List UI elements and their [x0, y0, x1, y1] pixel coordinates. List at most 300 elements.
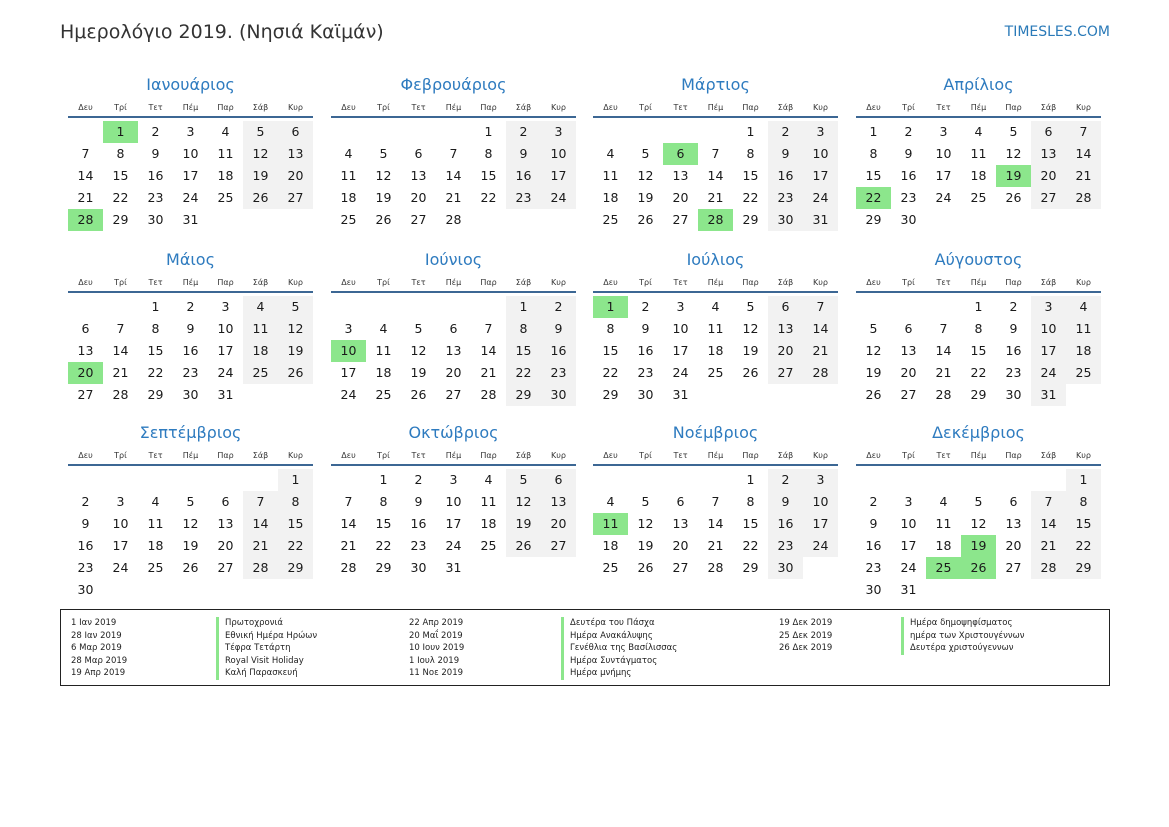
day-cell[interactable]: 1 — [974, 299, 983, 314]
day-cell[interactable]: 21 — [707, 190, 724, 205]
day-cell[interactable]: 2 — [541, 296, 576, 318]
day-cell[interactable]: 2 — [641, 299, 650, 314]
day-cell[interactable]: 3 — [221, 299, 230, 314]
day-cell[interactable]: 25 — [707, 365, 724, 380]
day-cell[interactable]: 17 — [112, 538, 129, 553]
day-cell[interactable]: 7 — [1031, 491, 1066, 513]
day-cell[interactable]: 1 — [746, 472, 755, 487]
day-cell[interactable]: 23 — [410, 538, 427, 553]
day-cell[interactable]: 19 — [742, 343, 759, 358]
day-cell[interactable]: 14 — [1066, 143, 1101, 165]
day-cell[interactable]: 23 — [77, 560, 94, 575]
day-cell[interactable]: 20 — [278, 165, 313, 187]
day-cell[interactable]: 25 — [147, 560, 164, 575]
day-cell[interactable]: 19 — [278, 340, 313, 362]
day-cell[interactable]: 28 — [480, 387, 497, 402]
day-cell[interactable]: 22 — [375, 538, 392, 553]
day-cell[interactable]: 1 — [869, 124, 878, 139]
day-cell[interactable]: 30 — [1005, 387, 1022, 402]
day-cell[interactable]: 3 — [803, 469, 838, 491]
day-cell[interactable]: 14 — [445, 168, 462, 183]
day-cell[interactable]: 24 — [340, 387, 357, 402]
day-cell[interactable]: 13 — [900, 343, 917, 358]
day-cell[interactable]: 24 — [445, 538, 462, 553]
day-cell[interactable]: 23 — [768, 535, 803, 557]
day-cell[interactable]: 10 — [935, 146, 952, 161]
day-cell[interactable]: 2 — [506, 121, 541, 143]
day-cell[interactable]: 19 — [375, 190, 392, 205]
day-cell[interactable]: 16 — [900, 168, 917, 183]
day-cell[interactable]: 13 — [541, 491, 576, 513]
day-cell[interactable]: 23 — [541, 362, 576, 384]
day-cell[interactable]: 17 — [340, 365, 357, 380]
day-cell[interactable]: 20 — [541, 513, 576, 535]
day-cell[interactable]: 2 — [768, 469, 803, 491]
day-cell[interactable]: 18 — [147, 538, 164, 553]
day-cell[interactable]: 9 — [904, 146, 913, 161]
day-cell[interactable]: 22 — [147, 365, 164, 380]
day-cell[interactable]: 29 — [112, 212, 129, 227]
day-cell[interactable]: 27 — [1005, 560, 1022, 575]
day-cell[interactable]: 21 — [340, 538, 357, 553]
day-cell[interactable]: 2 — [414, 472, 423, 487]
day-cell[interactable]: 11 — [935, 516, 952, 531]
day-cell[interactable]: 4 — [379, 321, 388, 336]
day-cell[interactable]: 1 — [278, 469, 313, 491]
day-cell[interactable]: 23 — [865, 560, 882, 575]
day-cell[interactable]: 10 — [445, 494, 462, 509]
day-cell[interactable]: 30 — [637, 387, 654, 402]
day-cell[interactable]: 16 — [768, 513, 803, 535]
day-cell[interactable]: 23 — [182, 365, 199, 380]
day-cell[interactable]: 16 — [410, 516, 427, 531]
day-cell[interactable]: 6 — [1009, 494, 1018, 509]
day-cell[interactable]: 9 — [186, 321, 195, 336]
day-cell[interactable]: 17 — [1031, 340, 1066, 362]
day-cell[interactable]: 15 — [480, 168, 497, 183]
day-cell[interactable]: 7 — [711, 146, 720, 161]
day-cell[interactable]: 22 — [742, 538, 759, 553]
day-cell[interactable]: 11 — [217, 146, 234, 161]
day-cell[interactable]: 8 — [484, 146, 493, 161]
day-cell[interactable]: 13 — [77, 343, 94, 358]
day-cell[interactable]: 14 — [935, 343, 952, 358]
day-cell[interactable]: 13 — [1005, 516, 1022, 531]
day-cell[interactable]: 5 — [414, 321, 423, 336]
day-cell[interactable]: 6 — [449, 321, 458, 336]
day-cell[interactable]: 27 — [278, 187, 313, 209]
day-cell[interactable]: 16 — [865, 538, 882, 553]
day-cell[interactable]: 26 — [506, 535, 541, 557]
day-cell[interactable]: 19 — [637, 538, 654, 553]
day-cell[interactable]: 22 — [742, 190, 759, 205]
day-cell[interactable]: 15 — [147, 343, 164, 358]
day-cell[interactable]: 16 — [506, 165, 541, 187]
day-cell[interactable]: 9 — [541, 318, 576, 340]
day-cell[interactable]: 6 — [541, 469, 576, 491]
day-cell[interactable]: 30 — [541, 384, 576, 406]
day-cell[interactable]: 26 — [243, 187, 278, 209]
day-cell[interactable]: 5 — [506, 469, 541, 491]
day-cell[interactable]: 15 — [375, 516, 392, 531]
day-cell[interactable]: 11 — [375, 343, 392, 358]
day-cell[interactable]: 28 — [445, 212, 462, 227]
day-cell[interactable]: 18 — [480, 516, 497, 531]
day-cell[interactable]: 6 — [278, 121, 313, 143]
day-cell[interactable]: 31 — [182, 212, 199, 227]
day-cell[interactable]: 26 — [865, 387, 882, 402]
day-cell[interactable]: 3 — [939, 124, 948, 139]
day-cell[interactable]: 27 — [410, 212, 427, 227]
day-cell[interactable]: 27 — [541, 535, 576, 557]
day-cell[interactable]: 3 — [904, 494, 913, 509]
day-cell[interactable]: 8 — [278, 491, 313, 513]
day-cell[interactable]: 12 — [375, 168, 392, 183]
day-cell[interactable]: 21 — [707, 538, 724, 553]
day-cell[interactable]: 29 — [865, 212, 882, 227]
day-cell[interactable]: 21 — [1066, 165, 1101, 187]
day-cell[interactable]: 15 — [278, 513, 313, 535]
day-cell[interactable]: 6 — [904, 321, 913, 336]
day-cell[interactable]: 8 — [746, 494, 755, 509]
day-cell[interactable]: 4 — [484, 472, 493, 487]
day-cell[interactable]: 29 — [602, 387, 619, 402]
day-cell[interactable]: 13 — [672, 516, 689, 531]
day-cell[interactable]: 27 — [900, 387, 917, 402]
day-cell[interactable]: 15 — [112, 168, 129, 183]
day-cell[interactable]: 3 — [676, 299, 685, 314]
day-cell[interactable]: 8 — [974, 321, 983, 336]
day-cell[interactable]: 28 — [707, 560, 724, 575]
day-cell[interactable]: 25 — [602, 560, 619, 575]
day-cell[interactable]: 30 — [865, 582, 882, 597]
day-cell[interactable]: 8 — [116, 146, 125, 161]
day-cell[interactable]: 8 — [1066, 491, 1101, 513]
day-cell[interactable]: 10 — [1031, 318, 1066, 340]
day-cell[interactable]: 26 — [637, 560, 654, 575]
day-cell[interactable]: 19 — [410, 365, 427, 380]
day-cell[interactable]: 20 — [900, 365, 917, 380]
day-cell[interactable]: 28 — [803, 362, 838, 384]
day-cell[interactable]: 13 — [410, 168, 427, 183]
day-cell[interactable]: 12 — [742, 321, 759, 336]
day-cell[interactable]: 12 — [278, 318, 313, 340]
day-cell[interactable]: 6 — [221, 494, 230, 509]
day-cell[interactable]: 6 — [81, 321, 90, 336]
day-cell[interactable]: 18 — [375, 365, 392, 380]
day-cell[interactable]: 30 — [768, 209, 803, 231]
day-cell[interactable]: 20 — [410, 190, 427, 205]
day-cell[interactable]: 22 — [602, 365, 619, 380]
day-cell[interactable]: 11 — [243, 318, 278, 340]
day-cell[interactable]: 9 — [81, 516, 90, 531]
day-cell[interactable]: 14 — [803, 318, 838, 340]
day-cell[interactable]: 12 — [637, 168, 654, 183]
day-cell[interactable]: 26 — [278, 362, 313, 384]
day-cell[interactable]: 15 — [506, 340, 541, 362]
day-cell[interactable]: 9 — [768, 491, 803, 513]
day-cell[interactable]: 21 — [480, 365, 497, 380]
day-cell[interactable]: 1 — [379, 472, 388, 487]
day-cell[interactable]: 17 — [182, 168, 199, 183]
day-cell[interactable]: 18 — [243, 340, 278, 362]
day-cell[interactable]: 22 — [112, 190, 129, 205]
day-cell[interactable]: 5 — [974, 494, 983, 509]
day-cell[interactable]: 11 — [480, 494, 497, 509]
day-cell[interactable]: 14 — [1031, 513, 1066, 535]
day-cell[interactable]: 25 — [602, 212, 619, 227]
day-cell[interactable]: 15 — [970, 343, 987, 358]
day-cell[interactable]: 10 — [541, 143, 576, 165]
day-cell[interactable]: 12 — [410, 343, 427, 358]
day-cell[interactable]: 25 — [970, 190, 987, 205]
day-cell[interactable]: 24 — [672, 365, 689, 380]
day-cell[interactable]: 5 — [641, 146, 650, 161]
day-cell[interactable]: 13 — [768, 318, 803, 340]
day-cell[interactable]: 24 — [935, 190, 952, 205]
day-cell[interactable]: 3 — [541, 121, 576, 143]
day-cell[interactable]: 23 — [1005, 365, 1022, 380]
day-cell[interactable]: 4 — [344, 146, 353, 161]
day-cell[interactable]: 5 — [379, 146, 388, 161]
day-cell[interactable]: 5 — [186, 494, 195, 509]
day-cell[interactable]: 9 — [641, 321, 650, 336]
day-cell[interactable]: 24 — [900, 560, 917, 575]
day-cell[interactable]: 11 — [1066, 318, 1101, 340]
day-cell[interactable]: 23 — [147, 190, 164, 205]
day-cell[interactable]: 5 — [641, 494, 650, 509]
day-cell[interactable]: 27 — [1031, 187, 1066, 209]
holiday-day-cell[interactable]: 25 — [926, 557, 961, 579]
day-cell[interactable]: 17 — [900, 538, 917, 553]
day-cell[interactable]: 23 — [506, 187, 541, 209]
day-cell[interactable]: 29 — [742, 212, 759, 227]
day-cell[interactable]: 7 — [1066, 121, 1101, 143]
day-cell[interactable]: 8 — [506, 318, 541, 340]
day-cell[interactable]: 27 — [672, 560, 689, 575]
day-cell[interactable]: 20 — [1005, 538, 1022, 553]
day-cell[interactable]: 7 — [116, 321, 125, 336]
holiday-day-cell[interactable]: 1 — [103, 121, 138, 143]
day-cell[interactable]: 2 — [768, 121, 803, 143]
day-cell[interactable]: 17 — [217, 343, 234, 358]
day-cell[interactable]: 25 — [340, 212, 357, 227]
day-cell[interactable]: 24 — [803, 187, 838, 209]
day-cell[interactable]: 18 — [217, 168, 234, 183]
day-cell[interactable]: 10 — [803, 491, 838, 513]
day-cell[interactable]: 22 — [970, 365, 987, 380]
day-cell[interactable]: 18 — [970, 168, 987, 183]
day-cell[interactable]: 19 — [865, 365, 882, 380]
day-cell[interactable]: 16 — [77, 538, 94, 553]
day-cell[interactable]: 16 — [768, 165, 803, 187]
day-cell[interactable]: 15 — [865, 168, 882, 183]
day-cell[interactable]: 29 — [278, 557, 313, 579]
day-cell[interactable]: 7 — [711, 494, 720, 509]
day-cell[interactable]: 7 — [81, 146, 90, 161]
day-cell[interactable]: 25 — [217, 190, 234, 205]
day-cell[interactable]: 17 — [672, 343, 689, 358]
day-cell[interactable]: 1 — [484, 124, 493, 139]
day-cell[interactable]: 30 — [182, 387, 199, 402]
day-cell[interactable]: 16 — [147, 168, 164, 183]
day-cell[interactable]: 5 — [746, 299, 755, 314]
day-cell[interactable]: 25 — [480, 538, 497, 553]
day-cell[interactable]: 26 — [375, 212, 392, 227]
day-cell[interactable]: 12 — [865, 343, 882, 358]
holiday-day-cell[interactable]: 28 — [68, 209, 103, 231]
day-cell[interactable]: 29 — [970, 387, 987, 402]
holiday-day-cell[interactable]: 10 — [331, 340, 366, 362]
day-cell[interactable]: 30 — [147, 212, 164, 227]
day-cell[interactable]: 22 — [506, 362, 541, 384]
day-cell[interactable]: 18 — [602, 190, 619, 205]
day-cell[interactable]: 21 — [1031, 535, 1066, 557]
day-cell[interactable]: 23 — [768, 187, 803, 209]
day-cell[interactable]: 20 — [672, 190, 689, 205]
day-cell[interactable]: 15 — [1066, 513, 1101, 535]
day-cell[interactable]: 19 — [637, 190, 654, 205]
day-cell[interactable]: 26 — [742, 365, 759, 380]
day-cell[interactable]: 13 — [217, 516, 234, 531]
day-cell[interactable]: 2 — [869, 494, 878, 509]
day-cell[interactable]: 14 — [243, 513, 278, 535]
day-cell[interactable]: 22 — [480, 190, 497, 205]
day-cell[interactable]: 16 — [541, 340, 576, 362]
day-cell[interactable]: 11 — [147, 516, 164, 531]
day-cell[interactable]: 14 — [77, 168, 94, 183]
day-cell[interactable]: 23 — [900, 190, 917, 205]
day-cell[interactable]: 15 — [742, 516, 759, 531]
day-cell[interactable]: 24 — [217, 365, 234, 380]
holiday-day-cell[interactable]: 19 — [996, 165, 1031, 187]
site-link[interactable]: TIMESLES.COM — [1004, 24, 1110, 40]
day-cell[interactable]: 30 — [768, 557, 803, 579]
day-cell[interactable]: 6 — [1031, 121, 1066, 143]
day-cell[interactable]: 21 — [243, 535, 278, 557]
holiday-day-cell[interactable]: 6 — [663, 143, 698, 165]
day-cell[interactable]: 12 — [182, 516, 199, 531]
day-cell[interactable]: 17 — [541, 165, 576, 187]
day-cell[interactable]: 27 — [445, 387, 462, 402]
day-cell[interactable]: 28 — [112, 387, 129, 402]
day-cell[interactable]: 4 — [711, 299, 720, 314]
day-cell[interactable]: 18 — [602, 538, 619, 553]
day-cell[interactable]: 8 — [151, 321, 160, 336]
day-cell[interactable]: 2 — [904, 124, 913, 139]
day-cell[interactable]: 7 — [344, 494, 353, 509]
day-cell[interactable]: 27 — [768, 362, 803, 384]
day-cell[interactable]: 1 — [1066, 469, 1101, 491]
day-cell[interactable]: 18 — [935, 538, 952, 553]
holiday-day-cell[interactable]: 22 — [856, 187, 891, 209]
day-cell[interactable]: 8 — [379, 494, 388, 509]
day-cell[interactable]: 24 — [182, 190, 199, 205]
day-cell[interactable]: 12 — [506, 491, 541, 513]
day-cell[interactable]: 28 — [243, 557, 278, 579]
day-cell[interactable]: 26 — [1005, 190, 1022, 205]
day-cell[interactable]: 9 — [869, 516, 878, 531]
day-cell[interactable]: 12 — [637, 516, 654, 531]
day-cell[interactable]: 23 — [637, 365, 654, 380]
day-cell[interactable]: 27 — [672, 212, 689, 227]
holiday-day-cell[interactable]: 20 — [68, 362, 103, 384]
day-cell[interactable]: 2 — [81, 494, 90, 509]
day-cell[interactable]: 10 — [182, 146, 199, 161]
day-cell[interactable]: 28 — [340, 560, 357, 575]
day-cell[interactable]: 2 — [151, 124, 160, 139]
day-cell[interactable]: 28 — [935, 387, 952, 402]
holiday-day-cell[interactable]: 28 — [698, 209, 733, 231]
day-cell[interactable]: 11 — [340, 168, 357, 183]
day-cell[interactable]: 13 — [672, 168, 689, 183]
day-cell[interactable]: 10 — [803, 143, 838, 165]
day-cell[interactable]: 4 — [606, 494, 615, 509]
day-cell[interactable]: 7 — [243, 491, 278, 513]
day-cell[interactable]: 10 — [112, 516, 129, 531]
day-cell[interactable]: 9 — [1009, 321, 1018, 336]
day-cell[interactable]: 21 — [935, 365, 952, 380]
day-cell[interactable]: 8 — [606, 321, 615, 336]
day-cell[interactable]: 25 — [1066, 362, 1101, 384]
day-cell[interactable]: 24 — [541, 187, 576, 209]
day-cell[interactable]: 20 — [768, 340, 803, 362]
day-cell[interactable]: 31 — [900, 582, 917, 597]
day-cell[interactable]: 29 — [742, 560, 759, 575]
day-cell[interactable]: 28 — [1031, 557, 1066, 579]
day-cell[interactable]: 24 — [1031, 362, 1066, 384]
day-cell[interactable]: 16 — [1005, 343, 1022, 358]
day-cell[interactable]: 19 — [243, 165, 278, 187]
day-cell[interactable]: 14 — [707, 516, 724, 531]
day-cell[interactable]: 31 — [672, 387, 689, 402]
day-cell[interactable]: 11 — [602, 168, 619, 183]
day-cell[interactable]: 17 — [803, 165, 838, 187]
day-cell[interactable]: 12 — [970, 516, 987, 531]
day-cell[interactable]: 29 — [506, 384, 541, 406]
day-cell[interactable]: 4 — [974, 124, 983, 139]
day-cell[interactable]: 4 — [606, 146, 615, 161]
day-cell[interactable]: 25 — [243, 362, 278, 384]
day-cell[interactable]: 31 — [445, 560, 462, 575]
day-cell[interactable]: 19 — [182, 538, 199, 553]
day-cell[interactable]: 21 — [803, 340, 838, 362]
day-cell[interactable]: 30 — [410, 560, 427, 575]
day-cell[interactable]: 1 — [506, 296, 541, 318]
day-cell[interactable]: 4 — [1066, 296, 1101, 318]
day-cell[interactable]: 8 — [869, 146, 878, 161]
day-cell[interactable]: 24 — [803, 535, 838, 557]
day-cell[interactable]: 11 — [707, 321, 724, 336]
day-cell[interactable]: 1 — [746, 124, 755, 139]
day-cell[interactable]: 6 — [676, 494, 685, 509]
day-cell[interactable]: 14 — [707, 168, 724, 183]
day-cell[interactable]: 9 — [768, 143, 803, 165]
day-cell[interactable]: 24 — [112, 560, 129, 575]
day-cell[interactable]: 15 — [602, 343, 619, 358]
day-cell[interactable]: 21 — [445, 190, 462, 205]
day-cell[interactable]: 7 — [449, 146, 458, 161]
day-cell[interactable]: 26 — [410, 387, 427, 402]
day-cell[interactable]: 3 — [186, 124, 195, 139]
day-cell[interactable]: 11 — [970, 146, 987, 161]
day-cell[interactable]: 8 — [746, 146, 755, 161]
day-cell[interactable]: 26 — [182, 560, 199, 575]
day-cell[interactable]: 14 — [112, 343, 129, 358]
day-cell[interactable]: 27 — [77, 387, 94, 402]
day-cell[interactable]: 4 — [151, 494, 160, 509]
day-cell[interactable]: 5 — [1009, 124, 1018, 139]
